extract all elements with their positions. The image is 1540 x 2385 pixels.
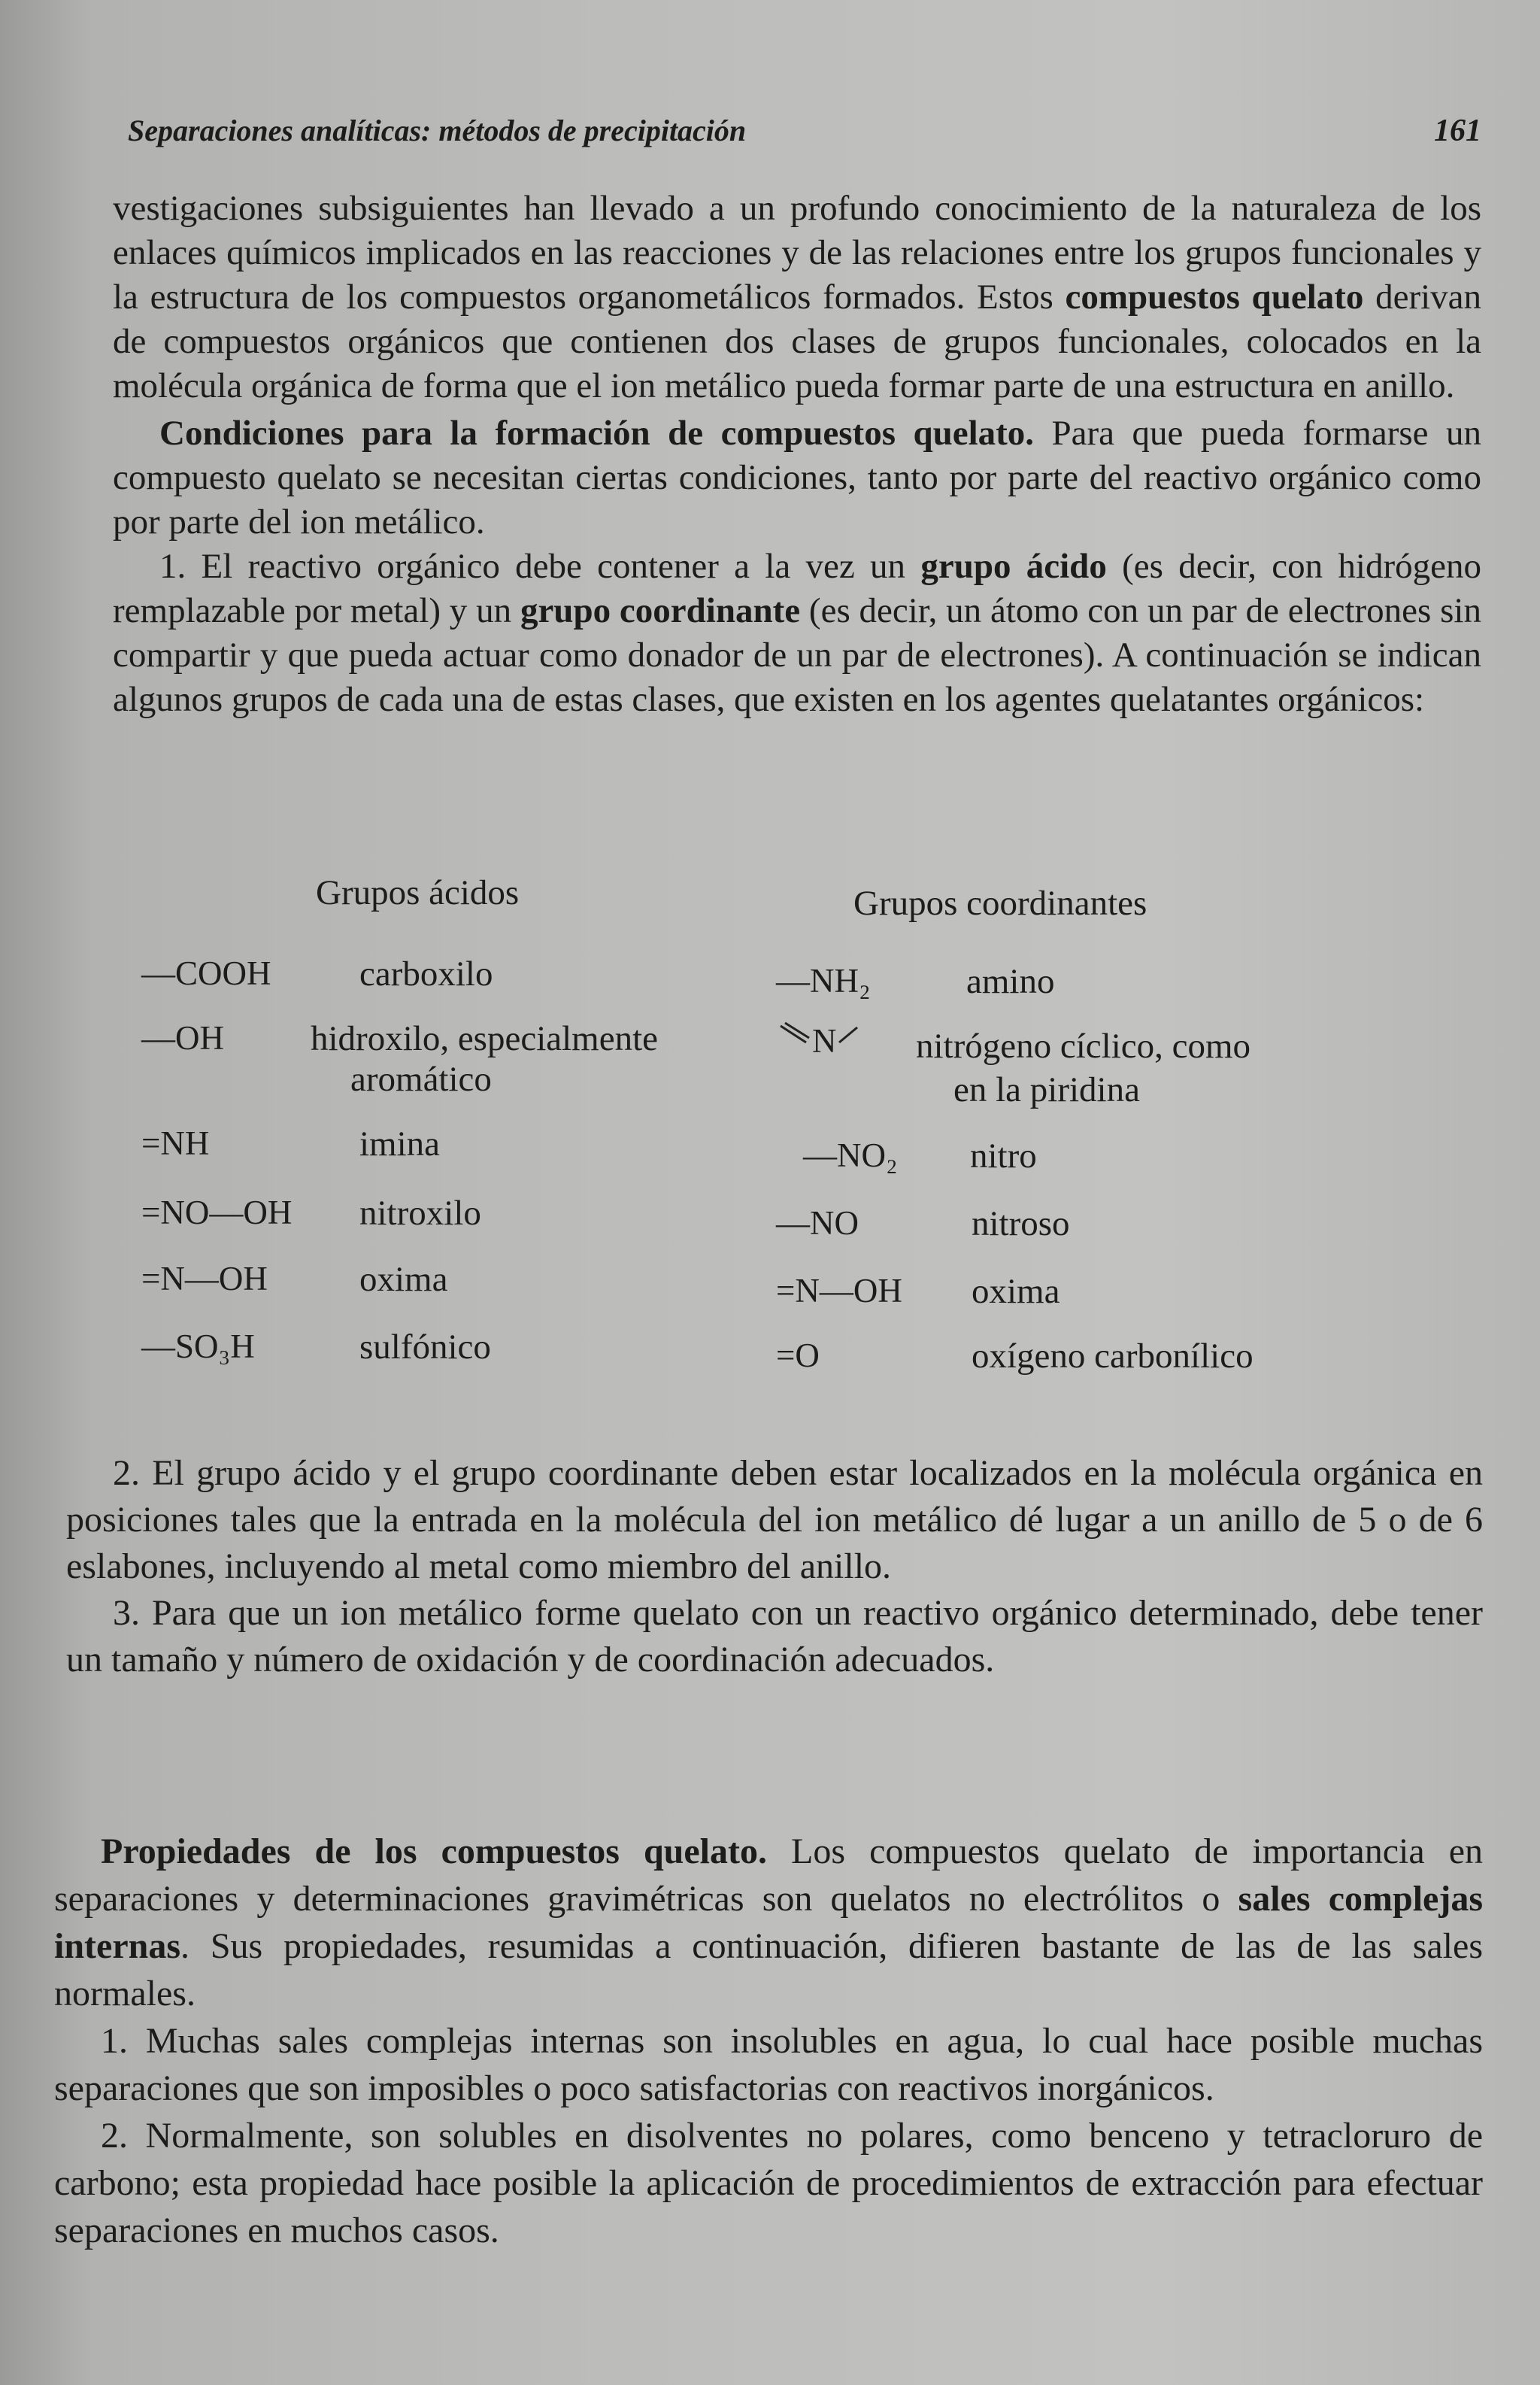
cyclic-nitrogen-symbol (776, 1020, 859, 1073)
bold-term: grupo coordinante (520, 591, 801, 630)
item-text: El grupo ácido y el grupo coordinante deben estar localizados en la molécula orgánica en posiciones tales que la entrada en la molécula del ion metálico dé lugar a un anillo de 5 o de 6 eslabones, incluyendo al metal como miembro del anillo. (66, 1453, 1484, 1586)
functional-groups-table (113, 872, 1481, 1399)
page-header (128, 104, 1489, 149)
conditions-paragraph (113, 411, 1481, 545)
property-item-2 (54, 2112, 1483, 2254)
item-number: 1. (101, 2021, 128, 2061)
acid-name-cont: aromático (350, 1060, 492, 1099)
properties-paragraph (54, 1828, 1483, 2017)
coord-formula: —NO₂ (803, 1136, 898, 1174)
running-head: Separaciones analíticas: métodos de precipitación (128, 114, 747, 147)
acid-formula: —OH (141, 1019, 224, 1057)
intro-text-b: derivan de compuestos orgánicos que contienen dos clases de grupos funcionales, colocados en la molécula orgánica de forma que el ion metálico pueda formar parte de una estructura en anillo. (113, 278, 1482, 405)
coord-formula: —NH₂ (776, 962, 871, 1000)
coord-formula: =N—OH (776, 1272, 902, 1309)
acid-name: oxima (359, 1260, 448, 1299)
coord-groups-header: Grupos coordinantes (853, 884, 1147, 923)
property-item-1 (54, 2017, 1483, 2112)
coord-formula: =O (776, 1337, 820, 1374)
intro-text-a: vestigaciones subsiguientes han llevado a un profundo conocimiento de la naturaleza de los enlaces químicos implicados en las reacciones y de las relaciones entre los grupos funcionales y la estructura de los compuestos organometálicos formados. Estos (113, 189, 1481, 317)
condition-item-1 (113, 545, 1481, 722)
page-number: 161 (1434, 114, 1481, 148)
acid-name: imina (359, 1124, 441, 1164)
intro-bold-term: compuestos quelato (1065, 278, 1364, 317)
coord-name: nitroso (972, 1204, 1070, 1243)
properties-bold-term: sales complejas internas (54, 1879, 1484, 1966)
item-number: 1. (159, 547, 186, 586)
item-text: Normalmente, son solubles en disolventes no polares, como benceno y tetracloruro de carbono; esta propiedad hace posible la aplicación de procedimientos de extracción para efectuar separaciones en muchos casos. (54, 2116, 1484, 2250)
item-number: 2. (113, 1453, 140, 1493)
coord-name-cont: en la piridina (953, 1070, 1140, 1109)
coord-name: nitrógeno cíclico, como (916, 1027, 1251, 1066)
coord-name: amino (966, 962, 1055, 1001)
item-text: (es decir, un átomo con un par de electrones sin compartir y que pueda actuar como donador de un par de electrones). A continuación se indican algunos grupos de cada una de estas clases, que existen en los agentes quelatantes orgánicos: (113, 591, 1481, 719)
middle-text-block (66, 1450, 1483, 1683)
conditions-heading: Condiciones para la formación de compuestos quelato. (159, 414, 1035, 453)
acid-formula: —COOH (141, 954, 271, 992)
acid-name: hidroxilo, especialmente (311, 1019, 659, 1058)
properties-heading: Propiedades de los compuestos quelato. (101, 1831, 767, 1871)
properties-text-a: Los compuestos quelato de importancia en separaciones y determinaciones gravimétricas son quelatos no electrólitos o (54, 1831, 1483, 1919)
coord-formula: N (812, 1022, 837, 1060)
acid-groups-header: Grupos ácidos (316, 873, 520, 912)
acid-formula: =NH (141, 1124, 210, 1162)
upper-text-block (113, 187, 1481, 722)
item-text: Muchas sales complejas internas son insolubles en agua, lo cual hace posible muchas separaciones que son imposibles o poco satisfactorias con reactivos inorgánicos. (54, 2021, 1484, 2108)
acid-formula: —SO₃H (141, 1328, 255, 1365)
coord-formula: —NO (776, 1204, 859, 1242)
coord-name: nitro (970, 1136, 1037, 1176)
intro-paragraph (113, 187, 1481, 408)
coord-name: oxima (972, 1272, 1060, 1311)
condition-item-2 (66, 1450, 1483, 1590)
lower-text-block (54, 1828, 1483, 2254)
conditions-text: Para que pueda formarse un compuesto quelato se necesitan ciertas condiciones, tanto por parte del reactivo orgánico como por parte del ion metálico. (113, 414, 1481, 542)
item-text: Para que un ion metálico forme quelato con un reactivo orgánico determinado, debe tener un tamaño y número de oxidación y de coordinación adecuados. (66, 1593, 1483, 1680)
bold-term: grupo ácido (920, 547, 1107, 586)
condition-item-3 (66, 1590, 1483, 1683)
acid-name: sulfónico (359, 1328, 491, 1367)
item-number: 2. (101, 2116, 128, 2156)
acid-name: carboxilo (359, 954, 493, 994)
item-number: 3. (113, 1593, 140, 1633)
coord-name: oxígeno carbonílico (972, 1337, 1254, 1376)
acid-formula: =N—OH (141, 1260, 268, 1297)
properties-text-b: . Sus propiedades, resumidas a continuación, difieren bastante de las de las sales normales. (54, 1926, 1483, 2013)
item-text: (es decir, con hidrógeno remplazable por metal) y un (113, 547, 1482, 630)
acid-name: nitroxilo (359, 1194, 481, 1233)
acid-formula: =NO—OH (141, 1194, 293, 1231)
item-text: El reactivo orgánico debe contener a la vez un (201, 547, 921, 586)
